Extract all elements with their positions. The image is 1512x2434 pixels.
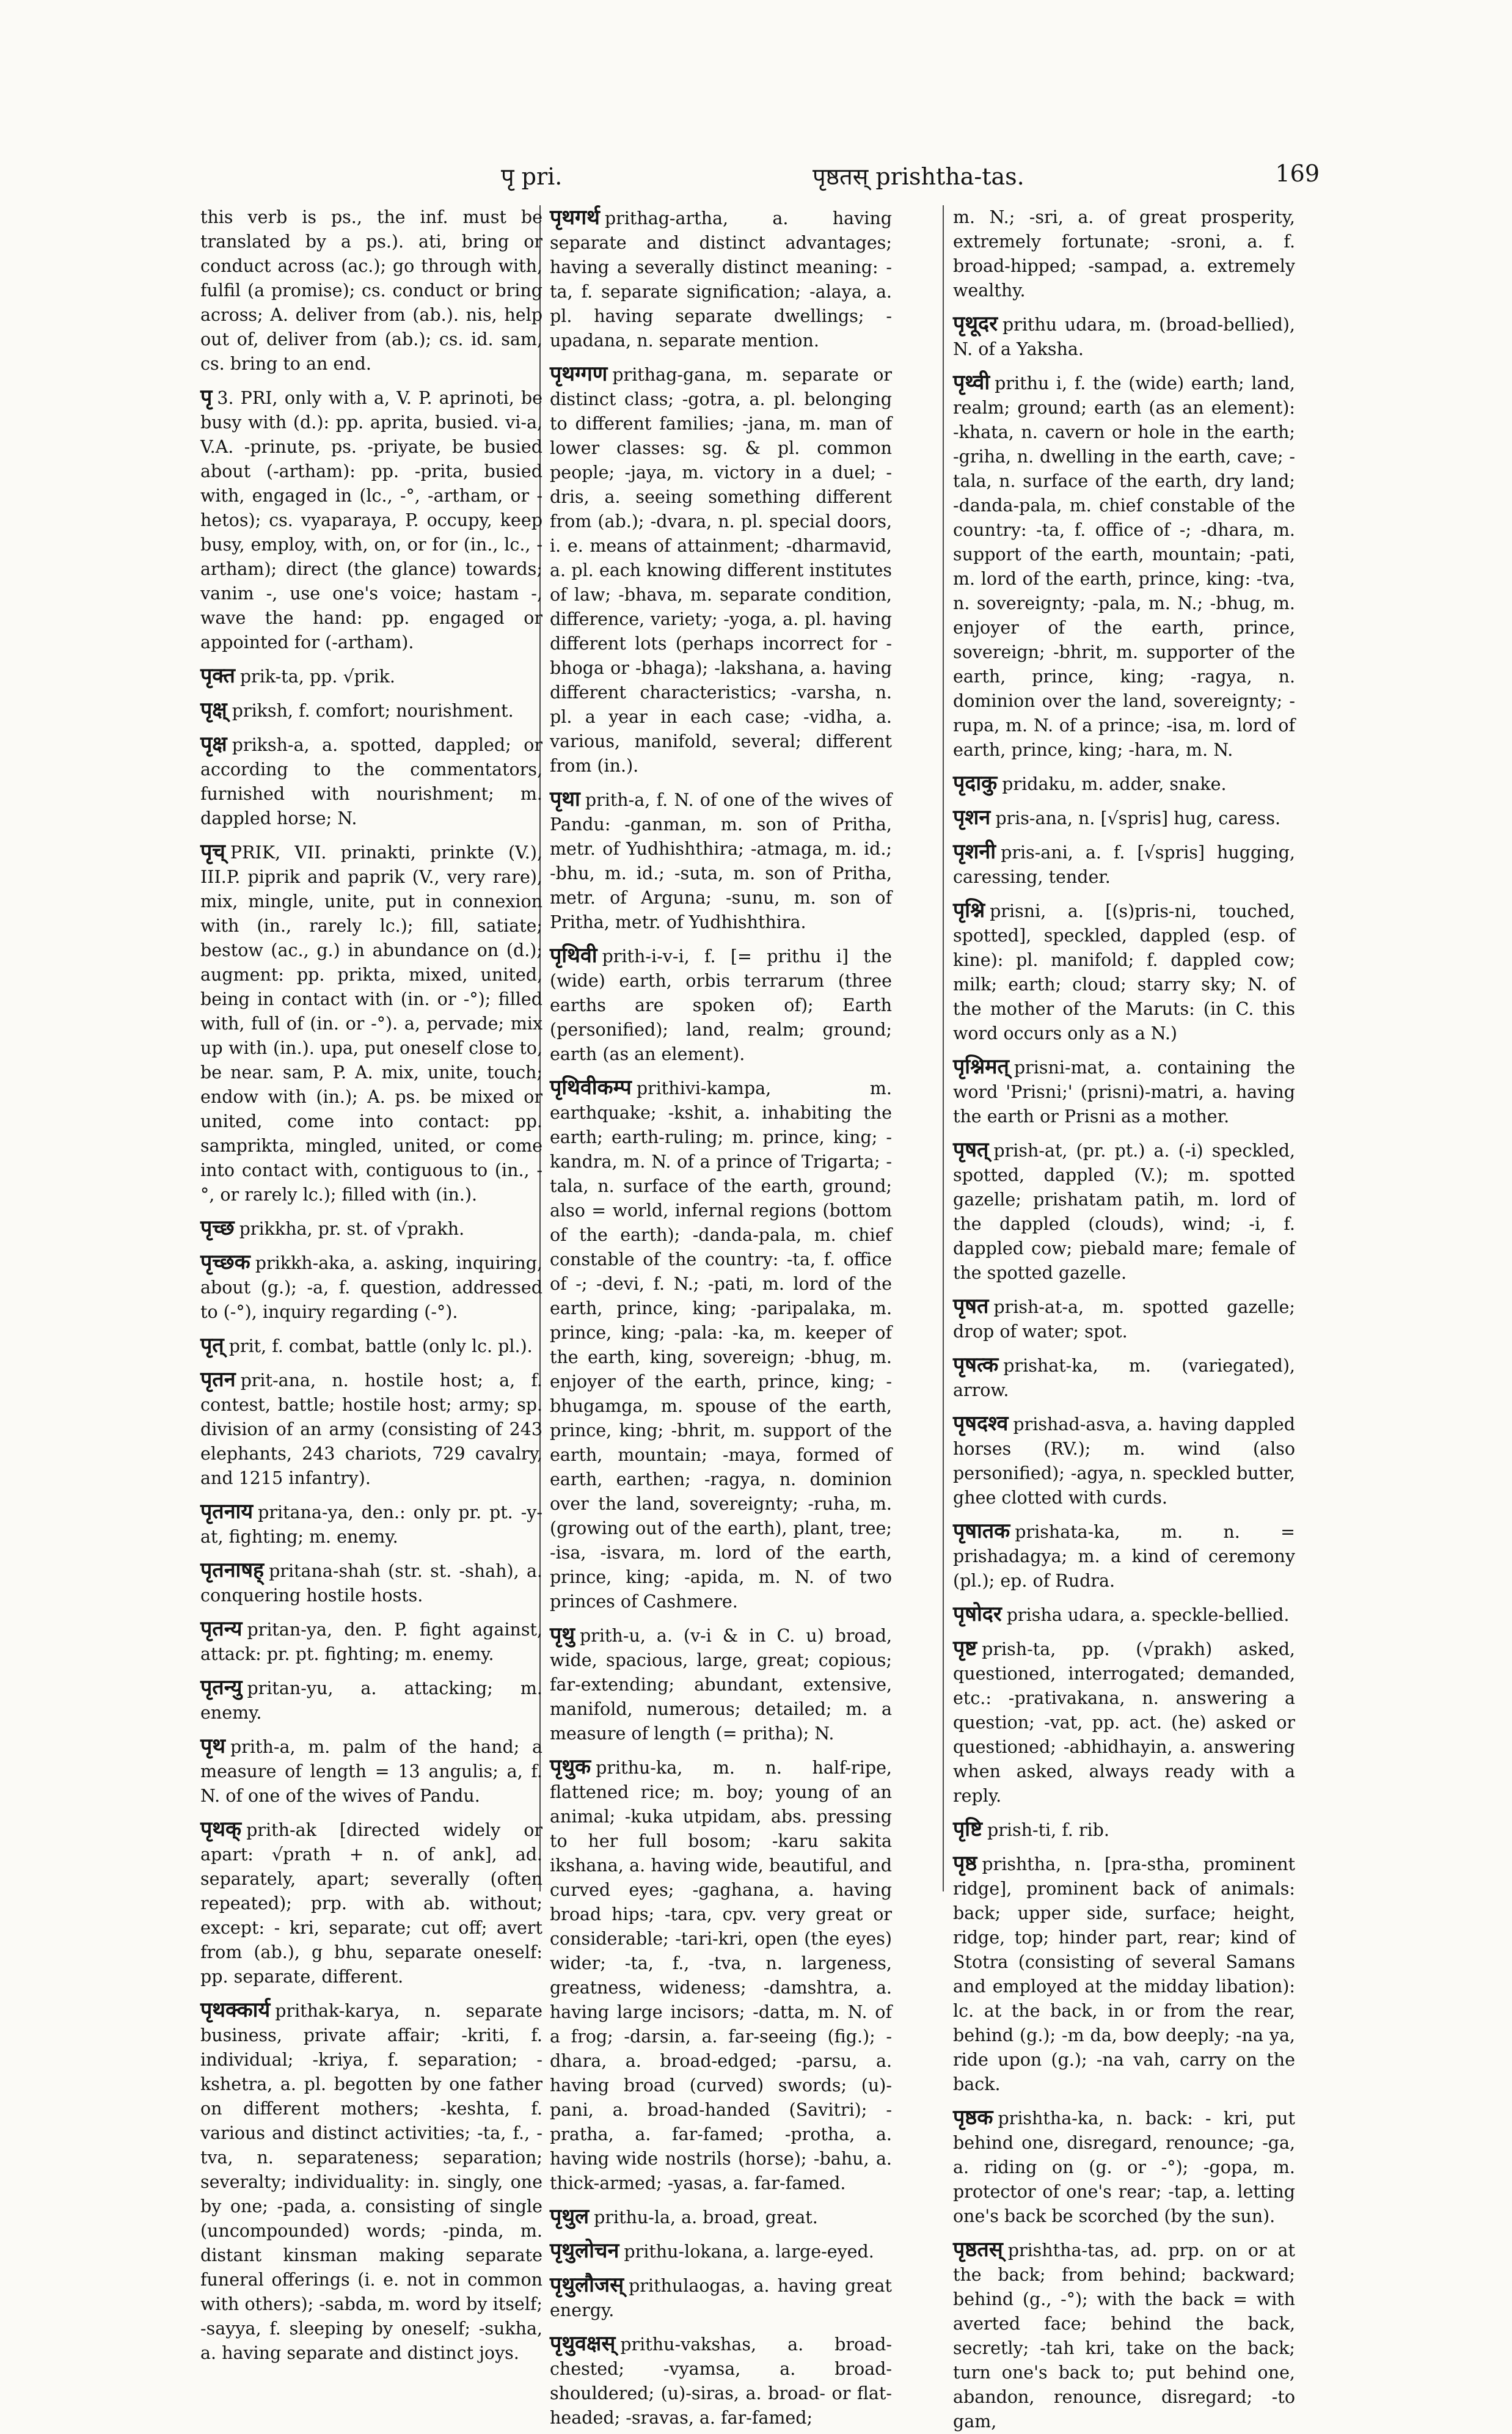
entry-headword: पृथ xyxy=(200,1734,226,1758)
entry-headword: पृथगर्थ xyxy=(550,205,600,230)
dictionary-entry xyxy=(550,2204,892,2230)
column-divider xyxy=(943,205,944,1891)
dictionary-entry xyxy=(953,1411,1295,1510)
entry-headword: पृष्ठतस् xyxy=(953,2237,1003,2262)
entry-headword: पृच्छ xyxy=(200,1216,235,1240)
entry-headword: पृषत् xyxy=(953,1138,989,1162)
dictionary-entry xyxy=(953,805,1295,831)
entry-headword: पृथुवक्षस् xyxy=(550,2331,616,2356)
entry-headword: पृक्ष् xyxy=(200,698,227,722)
entry-headword: पृष्टि xyxy=(953,1817,982,1841)
entry-headword: पृष्ठक xyxy=(953,2105,993,2130)
entry-definition: priksh-a, a. spotted, dappled; or according to the commentators, furnished with nourishment; m. dappled horse; N. xyxy=(200,735,542,828)
entry-headword: पृश्निमत् xyxy=(953,1054,1009,1079)
entry-definition: pris-ana, n. [√spris] hug, caress. xyxy=(995,808,1280,828)
dictionary-entry xyxy=(953,1353,1295,1403)
entry-headword: पृक्त xyxy=(200,663,235,688)
entry-definition: prikkh-aka, a. asking, inquiring, about (g.); -a, f. question, addressed to (-°), inquiry regarding (-°). xyxy=(200,1253,542,1322)
entry-definition: prithulaogas, a. having great energy. xyxy=(550,2276,892,2320)
continuation-text: m. N.; -sri, a. of great prosperity, extremely fortunate; -sroni, a. f. broad-hipped; -sampad, a. extremely wealthy. xyxy=(953,207,1295,301)
entry-headword: पृथक् xyxy=(200,1817,242,1841)
entry-headword: पृथग्गण xyxy=(550,362,608,386)
entry-definition: prisni-mat, a. containing the word 'Prisni;' (prisni)-matri, a. having the earth or Prisni as a mother. xyxy=(953,1058,1295,1127)
dictionary-entry xyxy=(200,839,542,1207)
entry-headword: पृशन xyxy=(953,805,991,830)
dictionary-entry xyxy=(200,1250,542,1325)
entry-definition: prith-a, m. palm of the hand; a measure of length = 13 angulis; a, f. N. of one of the wives of Pandu. xyxy=(200,1737,542,1806)
entry-definition: prishad-asva, a. having dappled horses (RV.); m. wind (also personified); -agya, n. speckled butter, ghee clotted with curds. xyxy=(953,1414,1295,1508)
dictionary-entry xyxy=(200,698,542,723)
entry-headword: पृथुक xyxy=(550,1755,591,1779)
entry-definition: PRIK, VII. prinakti, prinkte (V.), III.P. piprik and paprik (V., very rare), mix, mingle, unite, put in connexion with (in., rarely lc.); fill, satiate; bestow (ac., g.) in abundance on (d.); augment: pp. prikta, mixed, united, being in contact with (in. or -°); filled with, full of (in. or -°). a, pervade; mix up with (in.). upa, put oneself close to, be near. sam, P. A. mix, unite, touch; endow with (in.); A. ps. be mixed or united, come into contact: pp. samprikta, mingled, united, or come into contact with, contiguous to (in., -°, or rarely lc.); filled with (in.). xyxy=(200,842,542,1205)
dictionary-entry xyxy=(953,1817,1295,1843)
entry-headword: पृथुलोचन xyxy=(550,2238,619,2263)
entry-headword: पृषातक xyxy=(953,1519,1010,1543)
dictionary-entry xyxy=(953,839,1295,890)
dictionary-entry xyxy=(200,1734,542,1808)
entry-headword: पृतन्यु xyxy=(200,1675,243,1700)
entry-definition: pritan-ya, den. P. fight against, attack: pr. pt. fighting; m. enemy. xyxy=(200,1620,542,1664)
entry-headword: पृषोदर xyxy=(953,1602,1002,1626)
entry-definition: pris-ani, a. f. [√spris] hugging, caressing, tender. xyxy=(953,842,1295,887)
entry-headword: पृ xyxy=(200,385,213,409)
header-left-guide: पृ pri. xyxy=(501,163,563,190)
dictionary-entry xyxy=(953,898,1295,1046)
dictionary-entry xyxy=(200,1617,542,1667)
entry-definition: prithu-lokana, a. large-eyed. xyxy=(624,2242,874,2262)
entry-definition: prishat-ka, m. (variegated), arrow. xyxy=(953,1356,1295,1400)
dictionary-entry xyxy=(200,663,542,689)
entry-headword: पृषदश्व xyxy=(953,1411,1009,1436)
entry-headword: पृथु xyxy=(550,1623,575,1647)
entry-definition: prik-ta, pp. √prik. xyxy=(239,667,395,687)
entry-definition: prit-ana, n. hostile host; a, f. contest, battle; hostile host; army; sp. division of an army (consisting of 243 elephants, 243 chariots, 729 cavalry, and 1215 infantry). xyxy=(200,1370,542,1488)
entry-definition: prithak-karya, n. separate business, private affair; -kriti, f. individual; -kriya, f. separation; -kshetra, a. pl. begotten by one father on different mothers; -keshta, f. various and distinct activities; -ta, f., -tva, n. separateness; separation; severalty; individuality: in. singly, one by one; -pada, a. consisting of single (uncompounded) words; -pinda, m. distant kinsman making separate funeral offerings (i. e. not in common with others); -sabda, m. word by itself; -sayya, f. sleeping by oneself; -sukha, a. having separate and distinct joys. xyxy=(200,2001,542,2363)
entry-headword: पृथक्कार्य xyxy=(200,1998,271,2022)
entry-definition: prithag-gana, m. separate or distinct class; -gotra, a. pl. belonging to different families; -jana, m. man of lower classes: sg. & pl. common people; -jaya, m. victory in a duel; -dris, a. seeing something different from (ab.); -dvara, n. pl. special doors, i. e. means of attainment; -dharmavid, a. pl. each knowing different institutes of law; -bhava, m. separate condition, difference, variety; -yoga, a. pl. having different lots (perhaps incorrect for -bhoga or -bhaga); -lakshana, a. having different characteristics; -varsha, n. pl. a year in each case; -vidha, a. various, manifold, several; different from (in.). xyxy=(550,365,892,776)
entry-headword: पृषत xyxy=(953,1294,989,1318)
dictionary-entry xyxy=(200,732,542,831)
entry-definition: prish-at-a, m. spotted gazelle; drop of water; spot. xyxy=(953,1297,1295,1342)
entry-definition: prit, f. combat, battle (only lc. pl.). xyxy=(228,1336,533,1356)
dictionary-entry xyxy=(200,1558,542,1608)
dictionary-entry xyxy=(550,1623,892,1746)
entry-definition: prithu i, f. the (wide) earth; land, realm; ground; earth (as an element): -khata, n. cavern or hole in the earth; -griha, n. dwelling in the earth, cave; -tala, n. surface of the earth, dry land; -danda-pala, m. chief constable of the country: -ta, f. office of -; -dhara, m. support of the earth, mountain; -pati, m. lord of the earth, prince, king: -tva, n. sovereignty; -pala, m. N.; -bhug, m. enjoyer of the earth, prince, sovereign; -bhrit, m. supporter of the earth, prince, king; -ragya, n. dominion over the land, sovereignty; -rupa, m. N. of a prince; -isa, m. lord of earth, prince, king; -hara, m. N. xyxy=(953,373,1295,760)
dictionary-entry xyxy=(953,1851,1295,2097)
entry-definition: prith-ak [directed widely or apart: √prath + n. of ank], ad. separately, apart; severally (often repeated); prp. with ab. without; except: - kri, separate; cut off; avert from (ab.), g bhu, separate oneself: pp. separate, different. xyxy=(200,1820,542,1987)
entry-definition: prish-at, (pr. pt.) a. (-i) speckled, spotted, dappled (V.); m. spotted gazelle; prishatam patih, m. lord of the dappled (clouds), wind; -i, f. dappled cow; piebald mare; female of the spotted gazelle. xyxy=(953,1141,1295,1283)
dictionary-entry xyxy=(953,1138,1295,1285)
dictionary-entry xyxy=(953,370,1295,762)
entry-headword: पृथ्वी xyxy=(953,370,990,395)
dictionary-entry xyxy=(550,2238,892,2264)
page-header xyxy=(202,160,1320,197)
entry-headword: पृष्ठ xyxy=(953,1851,977,1876)
dictionary-entry xyxy=(200,385,542,655)
entry-headword: पृथा xyxy=(550,787,580,811)
entry-headword: पृशनी xyxy=(953,839,996,864)
dictionary-entry xyxy=(200,1817,542,1989)
entry-definition: priksh, f. comfort; nourishment. xyxy=(232,701,514,721)
dictionary-entry xyxy=(953,2237,1295,2434)
dictionary-entry xyxy=(953,1294,1295,1344)
entry-headword: पृथुलौजस् xyxy=(550,2273,624,2297)
page-number: 169 xyxy=(1275,160,1320,187)
dictionary-entry xyxy=(953,1054,1295,1129)
column-2 xyxy=(550,205,892,2428)
dictionary-entry xyxy=(550,205,892,353)
entry-definition: prishtha, n. [pra-stha, prominent ridge], prominent back of animals: back; upper side, surface; height, ridge, top; hinder part, rear; kind of Stotra (consisting of several Samans and employed at the midday libation): lc. at the back, in or from the rear, behind (g.); -m da, bow deeply; -na ya, ride upon (g.); -na vah, carry on the back. xyxy=(953,1854,1295,2094)
entry-headword: पृतनाय xyxy=(200,1499,254,1524)
dictionary-entry xyxy=(200,1499,542,1549)
entry-headword: पृच् xyxy=(200,839,225,864)
dictionary-entry xyxy=(550,2273,892,2323)
entry-headword: पृत् xyxy=(200,1333,224,1358)
column-3 xyxy=(953,205,1295,2432)
header-middle-guide: पृष्ठतस् prishtha-tas. xyxy=(813,163,1024,190)
entry-definition: prith-a, f. N. of one of the wives of Pandu: -ganman, m. son of Pritha, metr. of Yudhishthira; -atmaga, m. id.; -bhu, m. id.; -suta, m. son of Pritha, metr. of Arguna; -sunu, m. son of Pritha, metr. of Yudhishthira. xyxy=(550,790,892,932)
dictionary-entry xyxy=(550,787,892,935)
entry-headword: पृथुल xyxy=(550,2204,590,2229)
entry-headword: पृषत्क xyxy=(953,1353,999,1377)
dictionary-entry xyxy=(200,1367,542,1491)
dictionary-entry xyxy=(953,312,1295,362)
entry-headword: पृथिवी xyxy=(550,943,597,968)
entry-definition: prisha udara, a. speckle-bellied. xyxy=(1006,1605,1290,1625)
dictionary-entry xyxy=(550,1075,892,1614)
entry-definition: pritan-yu, a. attacking; m. enemy. xyxy=(200,1678,542,1723)
dictionary-entry xyxy=(200,1998,542,2366)
entry-definition: prishtha-tas, ad. prp. on or at the back; from behind; backward; behind (g., -°); with the back = with averted face; behind the back, secretly; -tah kri, take on the back; turn one's back to; put behind one, abandon, renounce, disregard; -to gam, xyxy=(953,2240,1295,2432)
entry-definition: prithivi-kampa, m. earthquake; -kshit, a. inhabiting the earth; earth-ruling; m. prince, king; -kandra, m. N. of a prince of Trigarta; -tala, n. surface of the earth, ground; also = world, infernal regions (bottom of the earth); -danda-pala, m. chief constable of the country: -ta, f. office of -; -devi, f. N.; -pati, m. lord of the earth, prince, king; -paripalaka, m. prince, king; -pala: -ka, m. keeper of the earth, king, sovereign; -bhug, m. enjoyer of the earth, prince, king; -bhugamga, m. spouse of the earth, prince, king; -bhrit, m. support of the earth, mountain; -maya, formed of earth, earthen; -ragya, n. dominion over the land, sovereignty; -ruha, m. (growing out of the earth), plant, tree; -isa, -isvara, m. lord of the earth, prince, king; -apida, m. N. of two princes of Cashmere. xyxy=(550,1078,892,1612)
entry-definition: prishtha-ka, n. back: - kri, put behind one, disregard, renounce; -ga, a. riding on (g. or -°); -gopa, m. protector of one's rear; -tap, a. letting one's back be scorched (by the sun). xyxy=(953,2108,1295,2226)
dictionary-entry xyxy=(550,2331,892,2430)
dictionary-entry xyxy=(550,943,892,1067)
entry-definition: prith-i-v-i, f. [= prithu i] the (wide) earth, orbis terrarum (three earths are spoken of); Earth (personified); land, realm; ground; earth (as an element). xyxy=(550,946,892,1064)
dictionary-entry xyxy=(953,2105,1295,2229)
entry-definition: pridaku, m. adder, snake. xyxy=(1002,774,1227,794)
column-1 xyxy=(200,205,542,2363)
entry-definition: prikkha, pr. st. of √prakh. xyxy=(239,1219,465,1239)
entry-definition: prisni, a. [(s)pris-ni, touched, spotted], speckled, dappled (esp. of kine): pl. manifold; f. dappled cow; milk; earth; cloud; starry sky; N. of the mother of the Maruts: (in C. this word occurs only as a N.) xyxy=(953,901,1295,1043)
entry-headword: पृदाकु xyxy=(953,771,998,795)
entry-definition: prishata-ka, m. n. = prishadagya; m. a kind of ceremony (pl.); ep. of Rudra. xyxy=(953,1522,1295,1591)
entry-headword: पृष्ट xyxy=(953,1636,977,1661)
entry-headword: पृथिवीकम्प xyxy=(550,1075,632,1100)
entry-definition: pritana-shah (str. st. -shah), a. conquering hostile hosts. xyxy=(200,1561,542,1606)
entry-definition: prith-u, a. (v-i & in C. u) broad, wide, spacious, large, great; copious; far-extending; abundant, extensive, manifold, numerous; detailed; m. a measure of length (= pritha); N. xyxy=(550,1626,892,1744)
entry-headword: पृश्नि xyxy=(953,898,985,923)
entry-definition: prithag-artha, a. having separate and distinct advantages; having a severally distinct meaning: -ta, f. separate signification; -alaya, a. pl. having separate dwellings; -upadana, n. separate mention. xyxy=(550,208,892,351)
entry-headword: पृतनाषह् xyxy=(200,1558,265,1582)
dictionary-entry xyxy=(200,1333,542,1359)
entry-headword: पृतन xyxy=(200,1367,236,1392)
dictionary-entry xyxy=(200,1216,542,1241)
entry-definition: prithu udara, m. (broad-bellied), N. of a Yaksha. xyxy=(953,315,1295,359)
entry-definition: pritana-ya, den.: only pr. pt. -y-at, fighting; m. enemy. xyxy=(200,1502,542,1547)
entry-headword: पृथूदर xyxy=(953,312,998,336)
entry-headword: पृतन्य xyxy=(200,1617,243,1641)
entry-headword: पृच्छक xyxy=(200,1250,250,1274)
dictionary-entry xyxy=(953,1636,1295,1808)
entry-headword: पृक्ष xyxy=(200,732,227,756)
continuation-text: this verb is ps., the inf. must be translated by a ps.). ati, bring or conduct across (ac.); go through with, fulfil (a promise); cs. conduct or bring across; A. deliver from (ab.). nis, help out of, deliver from (ab.); cs. id. sam, cs. bring to an end. xyxy=(200,207,542,374)
dictionary-entry xyxy=(953,771,1295,797)
entry-definition: prish-ta, pp. (√prakh) asked, questioned, interrogated; demanded, etc.: -prativakana, n. answering a question; -vat, pp. act. (he) asked or questioned; -abhidhayin, a. answering when asked, always ready with a reply. xyxy=(953,1639,1295,1806)
dictionary-entry xyxy=(550,1755,892,2196)
entry-definition: prish-ti, f. rib. xyxy=(987,1820,1109,1840)
dictionary-entry xyxy=(953,1602,1295,1628)
entry-definition: prithu-la, a. broad, great. xyxy=(594,2207,818,2228)
dictionary-entry xyxy=(550,362,892,778)
entry-definition: 3. PRI, only with a, V. P. aprinoti, be busy with (d.): pp. aprita, busied. vi-a, V.A. -prinute, ps. -priyate, be busied about (-artham): pp. -prita, busied with, engaged in (lc., -°, -artham, or -hetos); cs. vyaparaya, P. occupy, keep busy, employ, with, on, or for (in., lc., -artham); direct (the glance) towards; vanim -, use one's voice; hastam -, wave the hand: pp. engaged or appointed for (-artham). xyxy=(200,388,542,652)
entry-definition: prithu-ka, m. n. half-ripe, flattened rice; m. boy; young of an animal; -kuka utpidam, abs. pressing to her full bosom; -karu sakita ikshana, a. having wide, beautiful, and curved eyes; -gaghana, a. having broad hips; -tara, cpv. very great or considerable; -tari-kri, open (the eyes) wider; -ta, f., -tva, n. largeness, greatness, wideness; -damshtra, a. having large incisors; -datta, m. N. of a frog; -darsin, a. far-seeing (fig.); -dhara, a. broad-edged; -parsu, a. having broad (curved) swords; (u)-pani, a. broad-handed (Savitri); -pratha, a. far-famed; -protha, a. having wide nostrils (horse); -bahu, a. thick-armed; -yasas, a. far-famed. xyxy=(550,1758,892,2193)
dictionary-entry xyxy=(200,1675,542,1725)
entry-definition: prithu-vakshas, a. broad-chested; -vyamsa, a. broad-shouldered; (u)-siras, a. broad- or flat-headed; -sravas, a. far-famed; xyxy=(550,2334,892,2428)
dictionary-entry xyxy=(953,1519,1295,1593)
